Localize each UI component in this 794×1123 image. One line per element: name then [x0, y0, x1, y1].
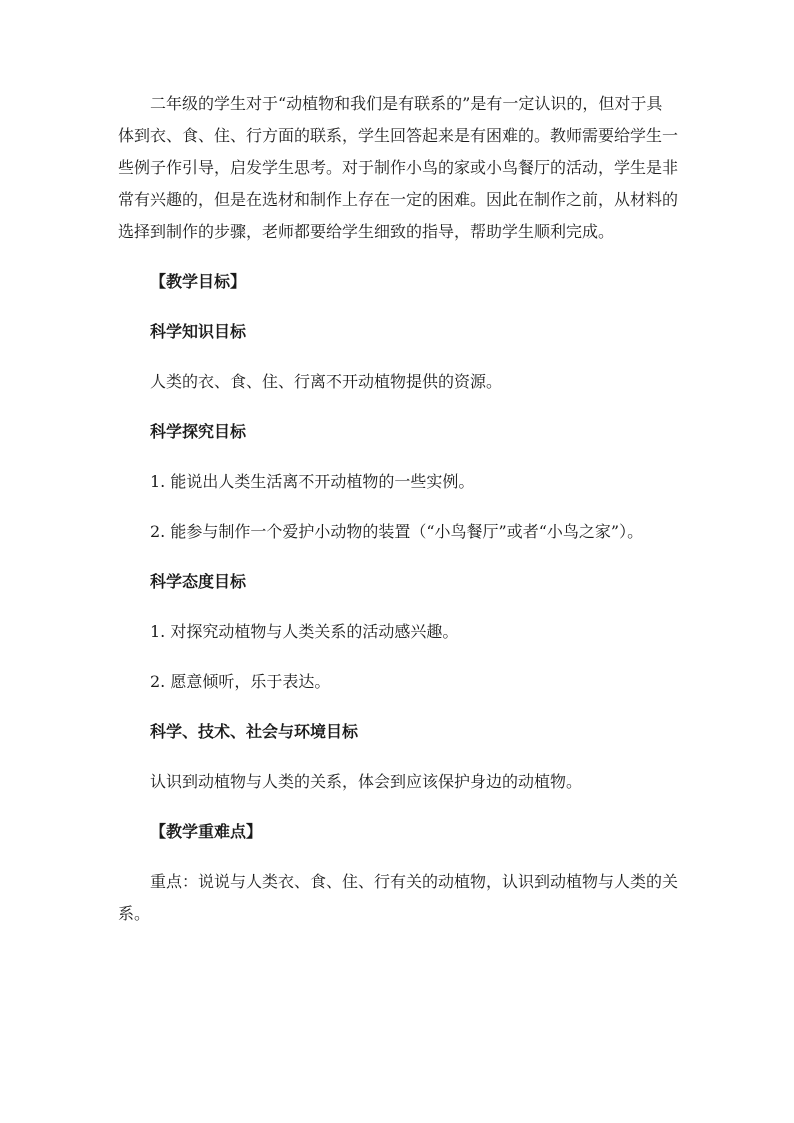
attitude-item-1: 1. 对探究动植物与人类关系的活动感兴趣。	[150, 622, 459, 641]
attitude-item-2: 2. 愿意倾听，乐于表达。	[150, 672, 331, 691]
objectives-heading: 【教学目标】	[150, 272, 247, 291]
knowledge-text: 人类的衣、食、住、行离不开动植物提供的资源。	[150, 372, 503, 391]
keypoints-heading: 【教学重难点】	[150, 822, 263, 841]
inquiry-item-2: 2. 能参与制作一个爱护小动物的装置（“小鸟餐厅”或者“小鸟之家”）。	[150, 522, 644, 541]
attitude-heading: 科学态度目标	[150, 572, 247, 591]
stse-text: 认识到动植物与人类的关系，体会到应该保护身边的动植物。	[150, 772, 583, 791]
inquiry-heading: 科学探究目标	[150, 422, 247, 441]
keypoint-text: 重点：说说与人类衣、食、住、行有关的动植物，认识到动植物与人类的关系。	[118, 872, 679, 923]
intro-paragraph: 二年级的学生对于“动植物和我们是有联系的”是有一定认识的，但对于具体到衣、食、住、行方面的联系，学生回答起来是有困难的。教师需要给学生一些例子作引导，启发学生思考。对于制作小鸟的家或小鸟餐厅的活动，学生是非常有兴趣的，但是在选材和制作上存在一定的困难。因此在制作之前，从材料的选择到制作的步骤，老师都要给学生细致的指导，帮助学生顺利完成。	[118, 94, 679, 241]
inquiry-item-1: 1. 能说出人类生活离不开动植物的一些实例。	[150, 472, 475, 491]
stse-heading: 科学、技术、社会与环境目标	[150, 722, 359, 741]
knowledge-heading: 科学知识目标	[150, 322, 247, 341]
document-content	[118, 88, 678, 948]
